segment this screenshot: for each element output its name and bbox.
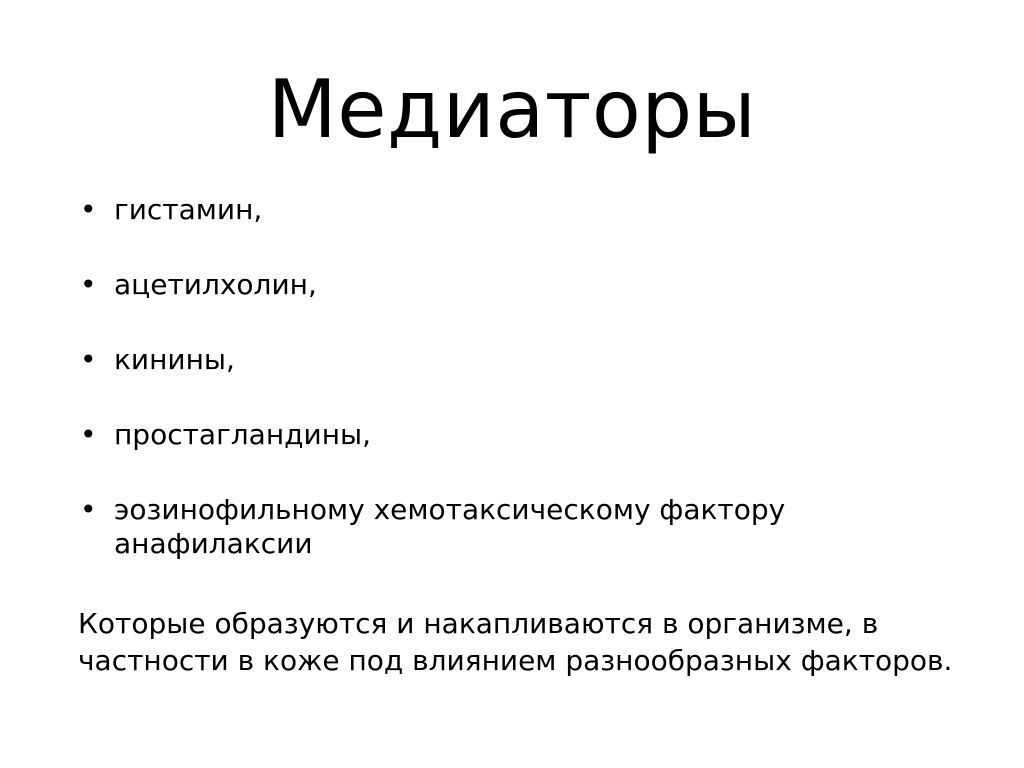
bullet-list — [78, 193, 958, 561]
bullet-icon: • — [80, 268, 97, 301]
list-item-text: ацетилхолин, — [114, 268, 317, 301]
slide-title: Медиаторы — [267, 63, 757, 156]
list-item — [78, 193, 958, 227]
bullet-icon: • — [80, 193, 97, 226]
bullet-icon: • — [80, 493, 97, 526]
bullet-icon: • — [80, 343, 97, 376]
list-item — [78, 343, 958, 377]
bullet-icon: • — [80, 418, 97, 451]
list-item-text: эозинофильному хемотаксическому фактору анафилаксии — [114, 493, 786, 560]
list-item — [78, 268, 958, 302]
body-paragraph: Которые образуются и накапливаются в организме, в частности в коже под влиянием разнообразных факторов. — [78, 607, 953, 677]
list-item — [78, 418, 958, 452]
list-item-text: кинины, — [114, 343, 235, 376]
list-item-text: простагландины, — [114, 418, 372, 451]
list-item-text: гистамин, — [114, 193, 263, 226]
list-item — [78, 493, 958, 561]
